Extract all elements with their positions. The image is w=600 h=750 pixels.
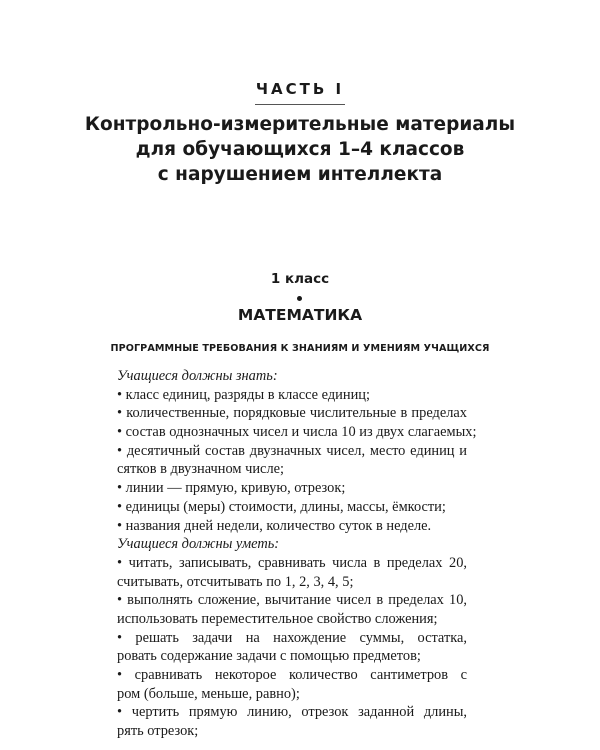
list-item: • состав однозначных чисел и числа 10 из двух слагаемых;	[117, 424, 477, 441]
body-text	[117, 367, 477, 741]
list-item: • читать, записывать, сравнивать числа в пределах 20,	[117, 554, 467, 571]
list-item: • десятичный состав двузначных чисел, место единиц и	[117, 442, 467, 459]
subject-heading: МАТЕМАТИКА	[237, 306, 363, 324]
list-item: • выполнять сложение, вычитание чисел в пределах 10,	[117, 592, 467, 609]
list-item: • единицы (меры) стоимости, длины, массы, ёмкости;	[117, 498, 446, 515]
part-title-line: для обучающихся 1–4 классов	[135, 139, 465, 160]
list-item-continuation: ром (больше, меньше, равно);	[117, 685, 300, 702]
list-item: • решать задачи на нахождение суммы, остатка,	[117, 629, 467, 646]
requirements-heading: ПРОГРАММНЫЕ ТРЕБОВАНИЯ К ЗНАНИЯМ И УМЕНИЯМ УЧАЩИХСЯ	[110, 343, 490, 354]
list-item-continuation: использовать переместительное свойство сложения;	[117, 610, 438, 627]
list-item: • количественные, порядковые числительные в пределах	[117, 405, 467, 422]
list-item-continuation: ровать содержание задачи с помощью предметов;	[117, 648, 421, 665]
part-title	[0, 112, 600, 187]
part-label-underline	[255, 104, 345, 105]
subheading-must-be-able: Учащиеся должны уметь:	[117, 536, 280, 553]
part-label: ЧАСТЬ I	[255, 80, 345, 98]
list-item: • линии — прямую, кривую, отрезок;	[117, 480, 346, 497]
bullet-separator-icon	[297, 296, 302, 301]
list-item: • сравнивать некоторое количество сантиметров с	[117, 667, 467, 683]
part-title-line: Контрольно-измерительные материалы	[84, 114, 516, 135]
subheading-must-know: Учащиеся должны знать:	[117, 368, 278, 384]
list-item: • чертить прямую линию, отрезок заданной длины,	[117, 704, 467, 721]
list-item-continuation: сятков в двузначном числе;	[117, 461, 285, 478]
grade-heading: 1 класс	[270, 271, 330, 287]
part-title-line: с нарушением интеллекта	[157, 164, 443, 185]
list-item: • класс единиц, разряды в классе единиц;	[117, 386, 370, 403]
list-item-continuation: рять отрезок;	[117, 723, 199, 740]
list-item: • названия дней недели, количество суток в неделе.	[117, 517, 432, 534]
list-item-continuation: считывать, отсчитывать по 1, 2, 3, 4, 5;	[117, 573, 354, 590]
